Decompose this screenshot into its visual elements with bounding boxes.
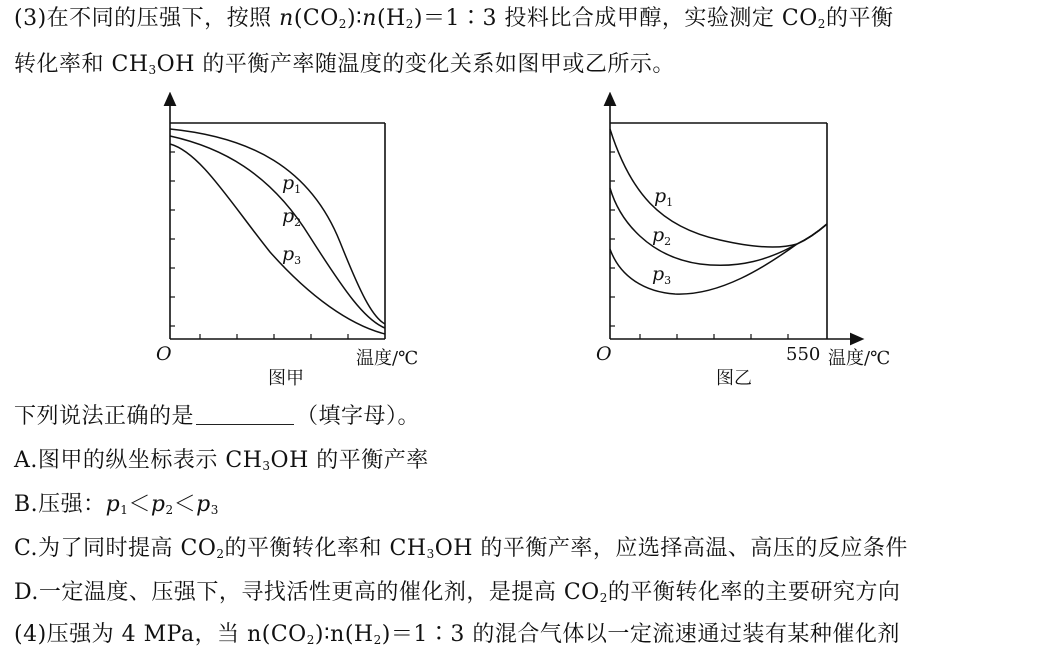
figure-a-caption: 图甲 xyxy=(268,368,304,389)
option-d: D.一定温度、压强下，寻找活性更高的催化剂，是提高 $CO_2$的平衡转化率的主要研究方向 xyxy=(14,580,901,605)
option-b: B.压强：$p_1<p_2<p_3$ xyxy=(14,492,219,517)
figure-a-label-p2: $p_2$ xyxy=(282,205,302,229)
option-a: A.图甲的纵坐标表示 $CH_3OH$ 的平衡产率 xyxy=(14,448,429,473)
figure-b-caption: 图乙 xyxy=(716,368,752,389)
next-question-line: (4)压强为 4 MPa，当 $n(CO_2)∶n(H_2)=1∶3$ 的混合气体以一定流速通过装有某种催化剂 xyxy=(14,622,900,647)
question-line-2: 转化率和 $CH_3OH$ 的平衡产率随温度的变化关系如图甲或乙所示。 xyxy=(14,52,675,77)
figure-b-ticks xyxy=(610,152,788,339)
figure-b-curve-p1 xyxy=(610,129,827,247)
figure-a-curve-p3 xyxy=(170,144,385,334)
option-c: C.为了同时提高 $CO_2$的平衡转化率和 $CH_3OH$ 的平衡产率，应选择高温、高压的反应条件 xyxy=(14,536,908,561)
figure-a-curve-p2 xyxy=(170,136,385,328)
question-line-1: (3)在不同的压强下，按照 $n(CO_2)∶n(H_2)=1∶3$ 投料比合成甲醇，实验测定 $CO_2$的平衡 xyxy=(14,6,894,31)
figure-a-ticks xyxy=(170,152,348,339)
figure-b-label-p1: $p_1$ xyxy=(654,185,674,209)
figure-b-origin: O xyxy=(596,343,612,365)
figure-b-label-p2: $p_2$ xyxy=(652,224,672,248)
figure-a xyxy=(140,92,460,392)
figure-b-x-label: 温度/℃ xyxy=(828,348,891,369)
answer-blank[interactable] xyxy=(196,402,294,425)
figure-b-label-p3: $p_3$ xyxy=(652,263,672,287)
figure-b-curve-p3 xyxy=(610,224,827,294)
figure-b-curve-p2 xyxy=(610,188,827,265)
figure-a-origin: O xyxy=(156,343,172,365)
answer-prompt: 下列说法正确的是 （填字母）。 xyxy=(14,404,421,429)
figure-a-label-p1: $p_1$ xyxy=(282,172,302,196)
figure-a-x-label: 温度/℃ xyxy=(356,348,419,369)
figure-a-label-p3: $p_3$ xyxy=(282,243,302,267)
figure-b-axes xyxy=(610,98,858,339)
figure-b-curves xyxy=(610,129,827,294)
figure-a-curve-p1 xyxy=(170,129,385,324)
figure-a-curves xyxy=(170,129,385,334)
figure-b xyxy=(580,92,910,392)
figure-b-x-tick-550: 550 xyxy=(786,344,821,365)
